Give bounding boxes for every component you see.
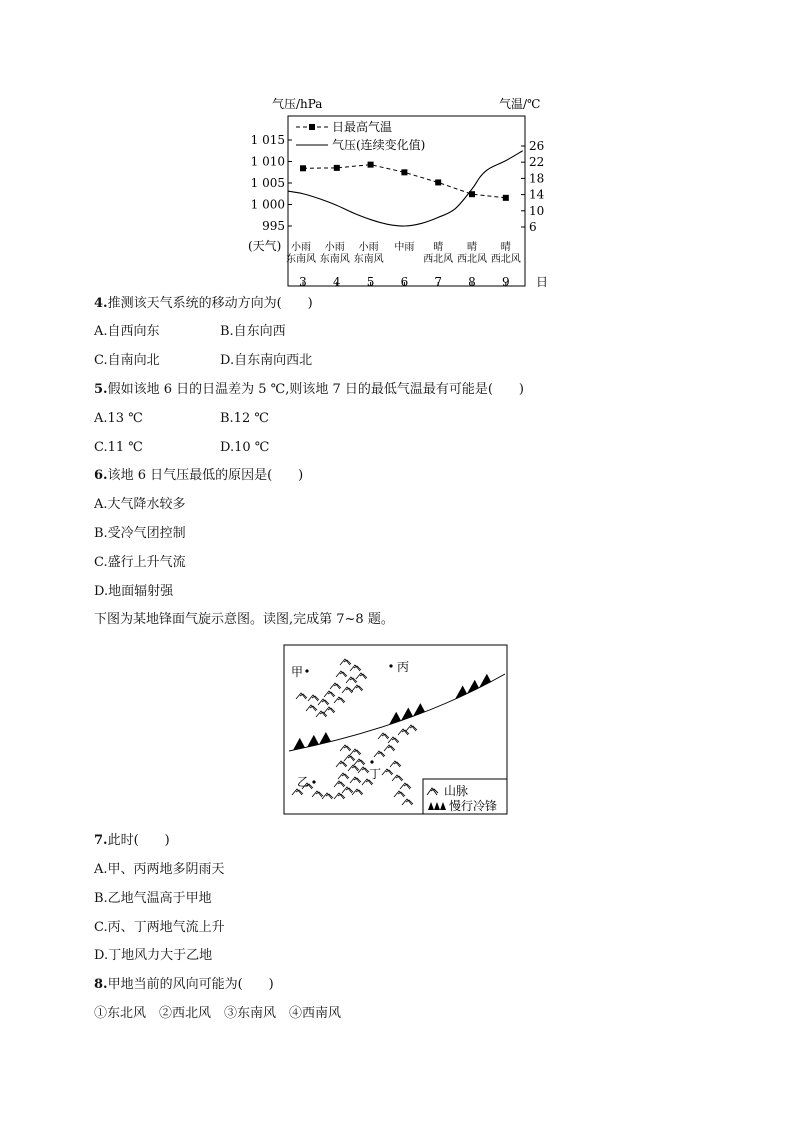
question-6-option-c: C.盛行上升气流	[94, 555, 186, 570]
question-4-option-b: B.自东向西	[220, 324, 286, 339]
pressure-tick-label: 1 010	[250, 154, 285, 169]
question-5-number: 5.	[94, 382, 108, 397]
pressure-tick-label: 1 005	[250, 176, 285, 190]
question-7-option-b: B.乙地气温高于甲地	[94, 891, 212, 906]
weather-condition: 小雨	[324, 242, 345, 253]
temperature-point	[401, 169, 407, 175]
right-axis-label: 气温/℃	[499, 97, 541, 111]
day-tick-label: 3	[299, 275, 307, 289]
legend-temp-label: 日最高气温	[332, 120, 393, 134]
question-7-stem: 此时( )	[107, 833, 170, 848]
weather-condition: 中雨	[394, 242, 415, 253]
question-6-option-d: D.地面辐射强	[94, 584, 174, 599]
question-4-option-c: C.自南向北	[94, 353, 160, 368]
pressure-tick-label: 1 015	[250, 133, 285, 147]
pressure-axis	[251, 133, 292, 233]
day-axis	[299, 275, 548, 289]
temp-tick-label: 26	[529, 139, 545, 153]
section-intro: 下图为某地锋面气旋示意图。读图,完成第 7~8 题。	[94, 612, 394, 627]
temperature-point	[503, 195, 509, 201]
weather-wind: 西北风	[423, 254, 454, 265]
weather-wind: 东南风	[353, 254, 384, 265]
pressure-tick-label: 1 000	[250, 197, 285, 212]
temperature-point	[334, 165, 340, 171]
question-8-options: ①东北风 ②西北风 ③东南风 ④西南风	[94, 1006, 342, 1021]
weather-condition: 晴	[500, 242, 511, 253]
question-4-number: 4.	[94, 296, 108, 311]
question-5-option-d: D.10 ℃	[220, 440, 270, 455]
question-6-option-a: A.大气降水较多	[94, 497, 186, 512]
question-6-number: 6.	[94, 468, 108, 483]
temp-tick-label: 10	[529, 203, 545, 218]
legend-front-icon	[428, 802, 446, 810]
place-jia-dot	[305, 669, 308, 672]
question-5-stem: 假如该地 6 日的日温差为 5 ℃,则该地 7 日的最低气温最有可能是( )	[107, 382, 525, 397]
place-bing-label: 丙	[397, 660, 410, 674]
question-4-stem: 推测该天气系统的移动方向为( )	[107, 296, 313, 311]
weather-chart	[240, 90, 560, 290]
place-jia-label: 甲	[291, 665, 304, 679]
temp-tick-label: 14	[529, 187, 545, 202]
left-axis-label: 气压/hPa	[272, 97, 323, 111]
weather-wind: 西北风	[457, 254, 487, 265]
legend-front-label: 慢行冷锋	[449, 799, 498, 813]
place-ding-dot	[370, 760, 373, 763]
question-5-option-a: A.13 ℃	[94, 411, 143, 426]
question-7-number: 7.	[94, 833, 108, 848]
question-6-option-b: B.受冷气团控制	[94, 526, 186, 541]
temperature-point	[300, 165, 306, 171]
place-yi-dot	[312, 780, 315, 783]
question-5	[94, 381, 524, 399]
weather-condition: 晴	[433, 242, 444, 253]
weather-wind: 东南风	[319, 254, 350, 265]
day-tick-label: 8	[468, 275, 476, 289]
question-4-option-a: A.自西向东	[94, 324, 160, 339]
question-6-stem: 该地 6 日气压最低的原因是( )	[107, 468, 304, 483]
question-8	[94, 976, 274, 994]
question-5-option-c: C.11 ℃	[94, 440, 143, 455]
weather-condition: 小雨	[358, 242, 379, 253]
day-tick-label: 5	[366, 275, 375, 289]
weather-condition: 小雨	[291, 242, 311, 253]
question-5-option-b: B.12 ℃	[220, 411, 269, 426]
weather-row-label: (天气)	[248, 239, 282, 253]
temp-tick-label: 6	[529, 220, 537, 234]
place-ding-label: 丁	[369, 767, 382, 781]
weather-row	[286, 240, 521, 265]
day-unit-label: 日	[536, 275, 549, 289]
legend-mountain-label: 山脉	[444, 784, 469, 798]
temp-tick-label: 22	[529, 155, 545, 170]
temp-tick-label: 18	[529, 171, 545, 186]
question-7-option-d: D.丁地风力大于乙地	[94, 948, 213, 963]
chart-legend	[296, 119, 425, 152]
map-legend	[423, 779, 507, 814]
temperature-point	[368, 162, 374, 168]
question-6	[94, 467, 303, 485]
cyclone-map	[283, 644, 509, 816]
question-4	[94, 295, 313, 313]
question-7-option-a: A.甲、丙两地多阴雨天	[94, 862, 225, 877]
weather-wind: 西北风	[490, 254, 521, 265]
day-tick-label: 7	[434, 275, 443, 289]
question-8-number: 8.	[94, 977, 108, 992]
day-tick-label: 9	[501, 275, 510, 289]
day-tick-label: 6	[400, 275, 409, 289]
series-layer	[288, 151, 523, 226]
legend-pressure-label: 气压(连续变化值)	[332, 138, 426, 152]
question-4-option-d: D.自东南向西北	[220, 353, 313, 368]
day-tick-label: 4	[332, 275, 341, 289]
weather-condition: 晴	[467, 242, 477, 253]
question-8-stem: 甲地当前的风向可能为( )	[107, 977, 274, 992]
question-7	[94, 832, 170, 850]
question-7-option-c: C.丙、丁两地气流上升	[94, 920, 225, 935]
pressure-series-line	[288, 151, 523, 226]
weather-wind: 东南风	[286, 254, 316, 265]
place-yi-label: 乙	[297, 775, 310, 789]
temperature-point	[435, 179, 441, 185]
temperature-point	[469, 191, 475, 197]
place-bing-dot	[389, 664, 392, 667]
legend-square-marker	[309, 124, 315, 130]
pressure-tick-label: 995	[262, 219, 285, 233]
